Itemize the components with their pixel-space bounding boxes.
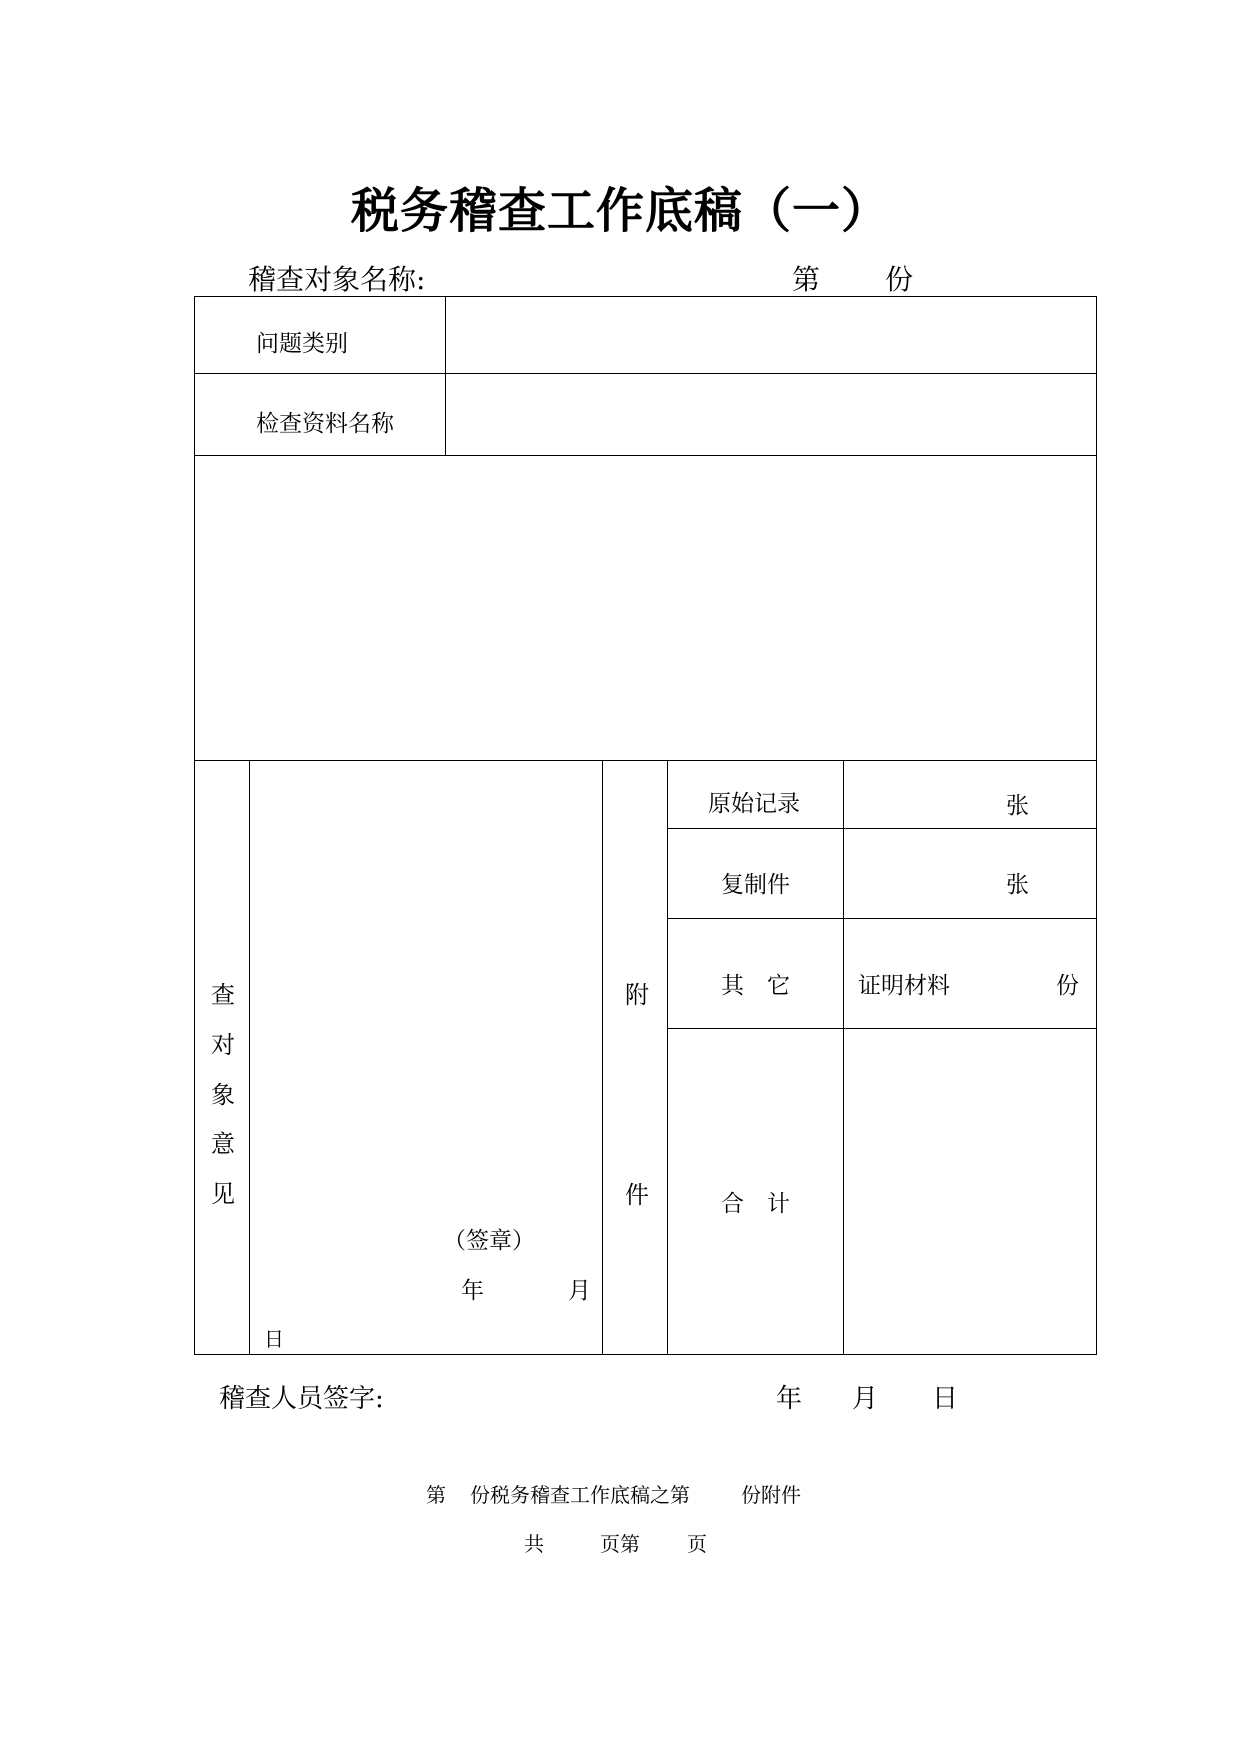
- attachment-note: 第: [426, 1483, 446, 1507]
- col-divider: [249, 760, 250, 1355]
- copy-unit: 张: [1006, 872, 1029, 898]
- original-record-label: 原始记录: [708, 791, 800, 817]
- table-border-left: [194, 296, 195, 1355]
- inspector-sign-label: 稽查人员签字:: [219, 1384, 384, 1414]
- row-divider: [667, 918, 1096, 919]
- total-label: 合 计: [721, 1191, 790, 1217]
- opinion-char: 对: [211, 1031, 235, 1059]
- object-name-label: 稽查对象名称:: [248, 263, 426, 296]
- copy-label: 复制件: [721, 872, 790, 898]
- copy-suffix: 份: [885, 263, 914, 296]
- attachment-char: 件: [625, 1181, 649, 1209]
- proof-material-unit: 份: [1056, 973, 1079, 999]
- original-record-unit: 张: [1006, 793, 1029, 819]
- row-divider: [667, 1028, 1096, 1029]
- table-border-right: [1096, 296, 1097, 1355]
- row-divider: [194, 760, 1097, 761]
- date-day-label: 日: [264, 1327, 284, 1351]
- material-name-label: 检查资料名称: [256, 411, 394, 437]
- sign-day-label: 日: [932, 1384, 959, 1414]
- opinion-char: 意: [211, 1130, 235, 1158]
- page-count: 共: [524, 1532, 544, 1556]
- page-count: 页: [687, 1532, 707, 1556]
- attachment-note: 份税务稽查工作底稿之第: [470, 1483, 690, 1507]
- opinion-char: 象: [211, 1081, 235, 1109]
- col-divider: [843, 760, 844, 1355]
- sign-month-label: 月: [852, 1384, 879, 1414]
- opinion-char: 见: [211, 1180, 235, 1208]
- date-month-label: 月: [568, 1278, 591, 1304]
- copy-prefix: 第: [792, 263, 821, 296]
- problem-category-label: 问题类别: [256, 331, 348, 357]
- attachment-char: 附: [625, 981, 649, 1009]
- row-divider: [194, 373, 1097, 374]
- date-year-label: 年: [461, 1278, 484, 1304]
- proof-material-label: 证明材料: [858, 973, 950, 999]
- attachment-note: 份附件: [741, 1483, 801, 1507]
- page-count: 页第: [600, 1532, 640, 1556]
- row-divider: [194, 455, 1097, 456]
- other-label: 其 它: [721, 973, 790, 999]
- row-divider: [667, 828, 1096, 829]
- table-border-bottom: [194, 1354, 1097, 1355]
- col-divider: [667, 760, 668, 1355]
- table-border-top: [194, 296, 1097, 297]
- opinion-char: 查: [211, 981, 235, 1009]
- sign-year-label: 年: [776, 1384, 803, 1414]
- col-divider: [445, 296, 446, 456]
- page-title: 税务稽查工作底稿（一）: [350, 183, 890, 239]
- seal-label: （签章）: [443, 1228, 535, 1254]
- col-divider: [602, 760, 603, 1355]
